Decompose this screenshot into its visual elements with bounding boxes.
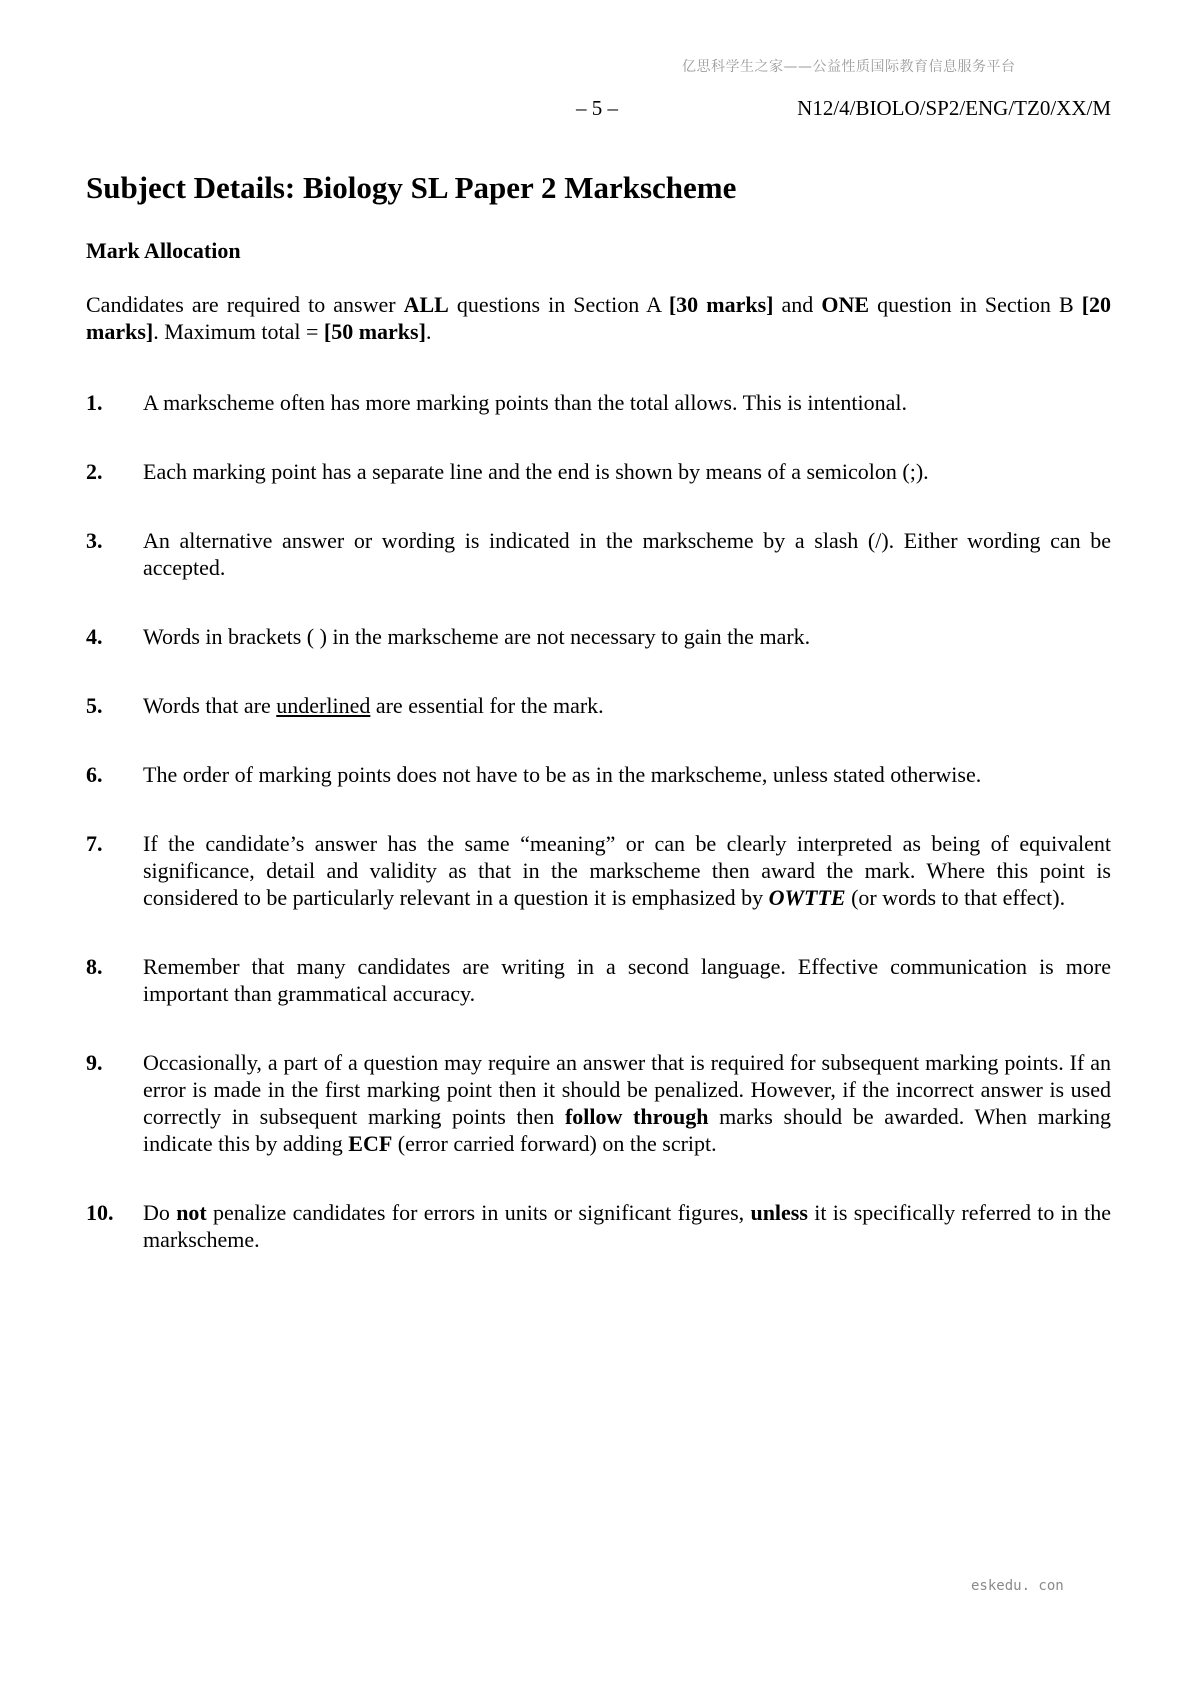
underlined-word: underlined [276,693,371,718]
rule-item [86,623,1111,650]
rule-text: A markscheme often has more marking points than the total allows. This is intentional. [143,390,907,415]
page-number: – 5 – [576,96,618,120]
rule-text: Remember that many candidates are writing in a second language. Effective communication is more important than grammatical accuracy. [143,954,1111,1006]
footer-site-text: eskedu. con [971,1578,1064,1594]
rule-text: Occasionally, a part of a question may require an answer that is required for subsequent marking points. If an error is made in the first marking point then it should be penalized. However, if the incorrect answer is used correctly in subsequent marking points then follow through marks should be awarded. When marking indicate this by adding ECF (error carried forward) on the script. [143,1050,1111,1156]
rule-item [86,1049,1111,1157]
rule-text: The order of marking points does not have to be as in the markscheme, unless stated otherwise. [143,762,982,787]
rule-number: 3. [86,528,103,553]
section-heading: Mark Allocation [86,238,241,263]
rule-number: 2. [86,459,103,484]
rule-text: Words in brackets ( ) in the markscheme are not necessary to gain the mark. [143,624,811,649]
rule-item [86,761,1111,788]
rule-number: 8. [86,954,103,979]
owtte-term: OWTTE [768,885,846,910]
rule-number: 7. [86,831,103,856]
rule-text: Do not penalize candidates for errors in units or significant figures, unless it is specifically referred to in the markscheme. [143,1200,1111,1252]
rule-number: 9. [86,1050,103,1075]
rule-number: 5. [86,693,103,718]
intro-paragraph: Candidates are required to answer ALL questions in Section A [30 marks] and ONE question in Section B [20 marks]. Maximum total = [50 marks]. [86,292,1112,344]
rule-number: 1. [86,390,103,415]
rule-item [86,953,1111,1007]
marking-rules-list [86,389,1111,1295]
rule-text: Words that are underlined are essential for the mark. [143,693,604,718]
rule-number: 4. [86,624,103,649]
rule-item [86,389,1111,416]
rule-number: 10. [86,1200,114,1225]
rule-item [86,527,1111,581]
watermark-text: 亿思科学生之家——公益性质国际教育信息服务平台 [682,59,1016,75]
rule-text: Each marking point has a separate line and the end is shown by means of a semicolon (;). [143,459,929,484]
rule-text: If the candidate’s answer has the same “meaning” or can be clearly interpreted as being of equivalent significance, detail and validity as that in the markscheme then award the mark. Where this point is considered to be particularly relevant in a question it is emphasized by OWTTE (or words to that effect). [143,831,1111,910]
rule-item [86,458,1111,485]
document-reference-code: N12/4/BIOLO/SP2/ENG/TZ0/XX/M [797,96,1111,120]
rule-item [86,692,1111,719]
rule-text: An alternative answer or wording is indicated in the markscheme by a slash (/). Either wording can be accepted. [143,528,1111,580]
page-title: Subject Details: Biology SL Paper 2 Markscheme [86,170,737,205]
rule-item [86,830,1111,911]
rule-number: 6. [86,762,103,787]
rule-item [86,1199,1111,1253]
